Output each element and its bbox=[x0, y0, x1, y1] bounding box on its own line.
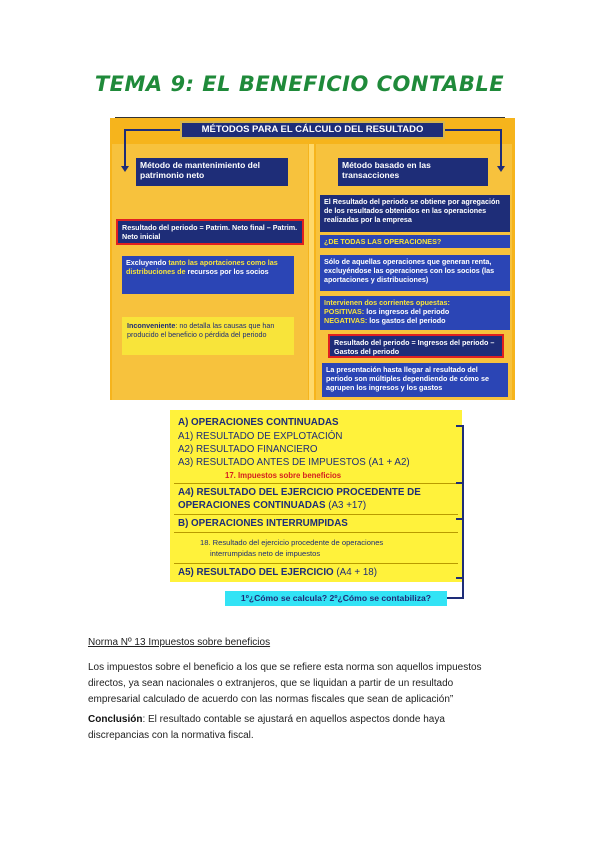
exercise-result-line bbox=[178, 567, 377, 578]
financial-result-line: A2) RESULTADO FINANCIERO bbox=[178, 444, 318, 455]
bracket-arrow bbox=[447, 597, 464, 599]
questions-box: 1º¿Cómo se calcula? 2º¿Cómo se contabiliza? bbox=[225, 591, 447, 606]
separator bbox=[174, 514, 458, 515]
income-tax-line: 17. Impuestos sobre beneficios bbox=[225, 471, 342, 480]
right-arrow-head bbox=[497, 166, 505, 172]
only-operations-note: Sólo de aquellas operaciones que generan renta, excluyéndose las operaciones con los socios (las aportaciones y distribuciones) bbox=[320, 255, 510, 291]
methods-diagram bbox=[110, 118, 515, 400]
left-arrow-line bbox=[124, 129, 180, 131]
norma-heading: Norma Nº 13 Impuestos sobre beneficios bbox=[88, 637, 271, 648]
excluding-text: tanto las aportaciones como las distribuciones de bbox=[126, 258, 278, 276]
excluding-label: Excluyendo bbox=[126, 258, 167, 267]
separator bbox=[174, 563, 458, 564]
right-method-description: El Resultado del periodo se obtiene por agregación de los resultados obtenidos en las operaciones realizadas por la empresa bbox=[320, 195, 510, 232]
separator bbox=[174, 483, 458, 484]
operating-result-line: A1) RESULTADO DE EXPLOTACIÓN bbox=[178, 431, 343, 442]
operations-question: ¿DE TODAS LAS OPERACIONES? bbox=[320, 235, 510, 248]
continued-result-label: OPERACIONES CONTINUADAS bbox=[178, 500, 326, 511]
right-method-header: Método basado en las transacciones bbox=[338, 158, 488, 186]
continued-result-line-2 bbox=[178, 500, 366, 511]
presentation-note: La presentación hasta llegar al resultado del periodo son múltiples dependiendo de cómo se agrupen los ingresos y los gastos bbox=[322, 363, 508, 397]
continued-operations-line: A) OPERACIONES CONTINUADAS bbox=[178, 417, 339, 428]
inconvenient-label: Inconveniente bbox=[127, 321, 176, 330]
exercise-result-label: A5) RESULTADO DEL EJERCICIO bbox=[178, 567, 334, 578]
interrupted-result-line-2: interrumpidas neto de impuestos bbox=[210, 549, 321, 558]
conclusion-line-2: discrepancias con la normativa fiscal. bbox=[88, 730, 254, 741]
negativas-label: NEGATIVAS: bbox=[324, 316, 368, 325]
continued-result-formula: (A3 +17) bbox=[325, 500, 367, 511]
left-inconvenient-note bbox=[122, 317, 294, 355]
interrupted-operations-line: B) OPERACIONES INTERRUMPIDAS bbox=[178, 518, 348, 529]
paragraph-line: directos, ya sean nacionales o extranjeros, que se liquidan a partir de un resultado bbox=[88, 678, 454, 689]
paragraph-line: Los impuestos sobre el beneficio a los que se refiere esta norma son aquellos impuestos bbox=[88, 662, 482, 673]
inconvenient-text: : no detalla las causas que han producido el beneficio o pérdida del periodo bbox=[127, 321, 275, 339]
bracket-tick bbox=[456, 518, 464, 520]
paragraph-line: empresarial calculado de acuerdo con las normas fiscales que sean de aplicación” bbox=[88, 694, 454, 705]
intervene-text: dos corrientes opuestas: bbox=[364, 298, 450, 307]
left-arrow-head bbox=[121, 166, 129, 172]
left-result-formula: Resultado del periodo = Patrim. Neto final – Patrim. Neto inicial bbox=[116, 219, 304, 245]
opposite-flows-note bbox=[320, 296, 510, 330]
exercise-result-formula: (A4 + 18) bbox=[333, 567, 377, 578]
left-excluding-note bbox=[122, 256, 294, 294]
intervene-label: Intervienen bbox=[324, 298, 363, 307]
bracket-line bbox=[462, 425, 464, 598]
norma-paragraph bbox=[88, 660, 518, 708]
interrupted-result-line: 18. Resultado del ejercicio procedente de operaciones bbox=[200, 538, 384, 547]
bracket-tick bbox=[456, 482, 464, 484]
excluding-text-end: recursos por los socios bbox=[187, 267, 269, 276]
separator bbox=[174, 532, 458, 533]
positivas-label: POSITIVAS: bbox=[324, 307, 365, 316]
methods-title: MÉTODOS PARA EL CÁLCULO DEL RESULTADO bbox=[180, 121, 445, 139]
negativas-text: los gastos del periodo bbox=[367, 316, 446, 325]
positivas-text: los ingresos del periodo bbox=[364, 307, 450, 316]
conclusion-paragraph bbox=[88, 712, 518, 744]
page-title: TEMA 9: EL BENEFICIO CONTABLE bbox=[94, 72, 505, 96]
left-method-header: Método de mantenimiento del patrimonio neto bbox=[136, 158, 288, 186]
continued-result-line: A4) RESULTADO DEL EJERCICIO PROCEDENTE DE bbox=[178, 487, 421, 498]
conclusion-text: : El resultado contable se ajustará en aquellos aspectos donde haya bbox=[142, 714, 445, 725]
bracket-tick bbox=[456, 577, 464, 579]
column-separator bbox=[309, 144, 314, 400]
conclusion-label: Conclusión bbox=[88, 714, 143, 725]
income-statement-diagram bbox=[170, 410, 462, 582]
bracket-tick bbox=[456, 425, 464, 427]
pretax-result-line: A3) RESULTADO ANTES DE IMPUESTOS (A1 + A2) bbox=[178, 457, 410, 468]
right-result-formula: Resultado del periodo = Ingresos del periodo – Gastos del periodo bbox=[328, 334, 504, 358]
left-arrow-stem bbox=[124, 129, 126, 167]
right-arrow-line bbox=[445, 129, 502, 131]
conclusion-line-1 bbox=[88, 712, 518, 728]
right-arrow-stem bbox=[500, 129, 502, 167]
